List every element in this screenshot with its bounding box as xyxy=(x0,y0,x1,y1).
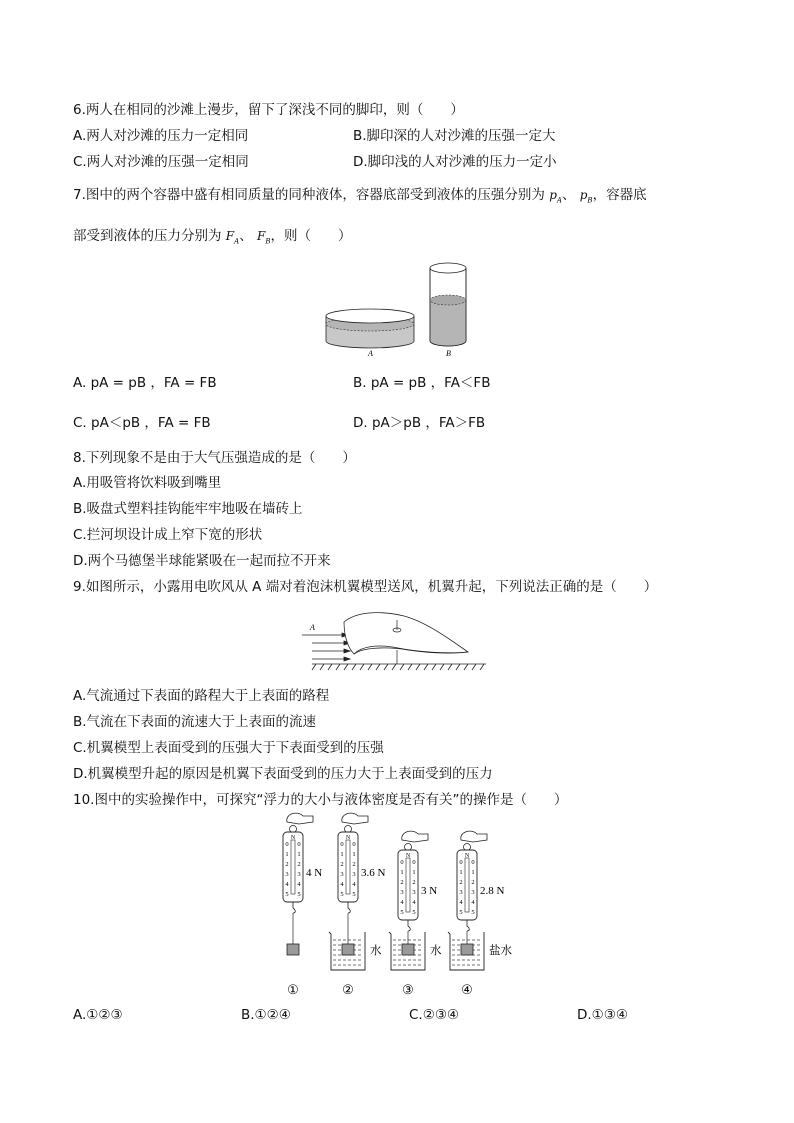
setup-number-label: ③ xyxy=(402,982,414,997)
q7-stem-end1: ，容器底 xyxy=(592,187,647,203)
hand-icon xyxy=(287,813,313,824)
q9-option-b[interactable]: B.气流在下表面的流速大于上表面的流速 xyxy=(73,714,317,730)
scale-reading: 3 N xyxy=(421,885,438,897)
ring-icon xyxy=(290,826,297,833)
ring-icon xyxy=(464,844,471,851)
q8-option-a[interactable]: A.用吸管将饮料吸到嘴里 xyxy=(73,475,222,491)
scale-tick-right: 1 xyxy=(471,869,475,876)
scale-reading: 2.8 N xyxy=(480,885,505,897)
scale-unit-label: N xyxy=(464,853,470,859)
q7-stem-text1: 7.图中的两个容器中盛有相同质量的同种液体，容器底部受到液体的压强分别为 xyxy=(73,187,545,203)
q9-option-a[interactable]: A.气流通过下表面的路程大于上表面的路程 xyxy=(73,688,330,704)
airflow-arrows xyxy=(302,633,350,661)
q7-sep2: 、 xyxy=(239,228,253,244)
q9-stem: 9.如图所示，小露用电吹风从 A 端对着泡沫机翼模型送风，机翼升起，下列说法正确的是（ ） xyxy=(73,579,658,595)
q7-option-d[interactable]: D. pA＞pB ，FA＞FB xyxy=(353,415,486,431)
ring-icon xyxy=(405,844,412,851)
q7-stem-end2: ，则（ ） xyxy=(270,228,352,244)
q6-option-b[interactable]: B.脚印深的人对沙滩的压强一定大 xyxy=(353,128,556,144)
q9-point-a-label: A xyxy=(310,623,315,632)
hook-icon xyxy=(348,902,350,913)
q10-option-d[interactable]: D.①③④ xyxy=(577,1007,628,1023)
scale-tick-left: 5 xyxy=(400,909,404,916)
scale-tick-left: 3 xyxy=(400,889,404,896)
scale-tick-right: 4 xyxy=(412,899,416,906)
scale-tick-right: 0 xyxy=(352,841,356,848)
q8-option-d[interactable]: D.两个马德堡半球能紧吸在一起而拉不开来 xyxy=(73,553,331,569)
scale-tick-right: 2 xyxy=(471,879,475,886)
scale-tick-right: 4 xyxy=(297,881,301,888)
scale-tick-left: 1 xyxy=(340,851,344,858)
scale-tick-right: 4 xyxy=(352,881,356,888)
scale-unit-label: N xyxy=(405,853,411,859)
scale-tick-right: 2 xyxy=(412,879,416,886)
q10-option-b[interactable]: B.①②④ xyxy=(241,1007,291,1023)
scale-unit-label: N xyxy=(345,835,351,841)
scale-tick-left: 2 xyxy=(285,861,289,868)
q10-spring-scale-figure xyxy=(266,814,528,1000)
scale-tick-right: 5 xyxy=(412,909,416,916)
hook-icon xyxy=(408,920,410,931)
scale-tick-left: 0 xyxy=(459,859,463,866)
hand-icon xyxy=(461,831,487,842)
scale-tick-left: 5 xyxy=(459,909,463,916)
scale-tick-right: 0 xyxy=(471,859,475,866)
hand-icon xyxy=(402,831,428,842)
scale-tick-left: 3 xyxy=(285,871,289,878)
liquid-label: 水 xyxy=(430,945,442,957)
scale-tick-right: 3 xyxy=(412,889,416,896)
q9-wing-figure xyxy=(298,608,490,674)
scale-tick-right: 1 xyxy=(297,851,301,858)
q8-option-b[interactable]: B.吸盘式塑料挂钩能牢牢地吸在墙砖上 xyxy=(73,501,303,517)
scale-tick-left: 0 xyxy=(340,841,344,848)
scale-tick-left: 4 xyxy=(340,881,344,888)
q7-sep1: 、 xyxy=(561,187,576,203)
scale-tick-right: 1 xyxy=(412,869,416,876)
scale-tick-left: 1 xyxy=(285,851,289,858)
scale-reading: 3.6 N xyxy=(361,867,386,879)
scale-slot xyxy=(406,858,410,912)
scale-tick-right: 3 xyxy=(297,871,301,878)
scale-tick-left: 2 xyxy=(459,879,463,886)
container-a-label: A xyxy=(368,349,373,358)
q7-fa-symbol: $F_A$ xyxy=(225,229,240,246)
scale-tick-left: 1 xyxy=(400,869,404,876)
scale-tick-left: 4 xyxy=(285,881,289,888)
q10-option-a[interactable]: A.①②③ xyxy=(73,1007,123,1023)
scale-tick-left: 4 xyxy=(459,899,463,906)
q9-option-d[interactable]: D.机翼模型升起的原因是机翼下表面受到的压力大于上表面受到的压力 xyxy=(73,766,493,782)
test-block xyxy=(461,944,473,955)
hook-icon xyxy=(293,902,295,913)
q10-option-c[interactable]: C.②③④ xyxy=(409,1007,460,1023)
liquid-label: 水 xyxy=(370,945,382,957)
spring-scale-setup xyxy=(389,831,442,997)
scale-tick-left: 4 xyxy=(400,899,404,906)
q7-stem-text2: 部受到液体的压力分别为 xyxy=(73,228,222,244)
scale-tick-left: 2 xyxy=(340,861,344,868)
setup-number-label: ① xyxy=(287,982,299,997)
container-b xyxy=(430,263,466,358)
q7-fb-symbol: $F_B$ xyxy=(256,229,271,246)
q6-stem: 6.两人在相同的沙滩上漫步，留下了深浅不同的脚印，则（ ） xyxy=(73,102,464,118)
ground xyxy=(312,664,486,670)
container-a xyxy=(326,309,414,358)
scale-tick-left: 5 xyxy=(285,891,289,898)
q7-stem-line2 xyxy=(73,227,351,250)
scale-tick-left: 0 xyxy=(400,859,404,866)
scale-tick-right: 2 xyxy=(297,861,301,868)
q7-pa-symbol: $p_A$ xyxy=(549,188,562,205)
scale-tick-right: 5 xyxy=(297,891,301,898)
scale-tick-right: 2 xyxy=(352,861,356,868)
test-block xyxy=(342,944,354,955)
scale-tick-right: 3 xyxy=(352,871,356,878)
scale-tick-left: 5 xyxy=(340,891,344,898)
q7-stem-line1 xyxy=(73,186,647,209)
q7-containers-figure xyxy=(320,258,480,360)
hook-icon xyxy=(467,920,469,931)
wing-model xyxy=(344,613,468,664)
q6-option-c[interactable]: C.两人对沙滩的压强一定相同 xyxy=(73,154,249,170)
scale-tick-right: 4 xyxy=(471,899,475,906)
scale-tick-left: 2 xyxy=(400,879,404,886)
scale-tick-left: 0 xyxy=(285,841,289,848)
spring-scale-setup xyxy=(283,813,322,997)
test-block xyxy=(402,944,414,955)
q6-option-d[interactable]: D.脚印浅的人对沙滩的压力一定小 xyxy=(353,154,557,170)
scale-tick-right: 5 xyxy=(471,909,475,916)
q6-option-a[interactable]: A.两人对沙滩的压力一定相同 xyxy=(73,128,249,144)
scale-tick-left: 3 xyxy=(340,871,344,878)
q7-option-b[interactable]: B. pA = pB ，FA＜FB xyxy=(353,375,491,391)
setup-number-label: ② xyxy=(342,982,354,997)
setup-number-label: ④ xyxy=(461,982,473,997)
q7-option-c[interactable]: C. pA＜pB ，FA = FB xyxy=(73,415,211,431)
scale-reading: 4 N xyxy=(306,867,323,879)
q7-pb-symbol: $p_B$ xyxy=(579,188,593,205)
q10-stem: 10.图中的实验操作中，可探究“浮力的大小与液体密度是否有关”的操作是（ ） xyxy=(73,792,568,808)
hand-icon xyxy=(342,813,368,824)
scale-tick-right: 1 xyxy=(352,851,356,858)
scale-tick-right: 5 xyxy=(352,891,356,898)
scale-tick-left: 1 xyxy=(459,869,463,876)
ring-icon xyxy=(345,826,352,833)
spring-scale-setup xyxy=(329,813,386,997)
liquid-label: 盐水 xyxy=(489,945,512,957)
test-block xyxy=(287,944,299,955)
scale-tick-left: 3 xyxy=(459,889,463,896)
scale-unit-label: N xyxy=(290,835,296,841)
container-b-label: B xyxy=(446,349,451,358)
scale-slot xyxy=(465,858,469,912)
q8-stem: 8.下列现象不是由于大气压强造成的是（ ） xyxy=(73,450,356,466)
q7-option-a[interactable]: A. pA = pB ，FA = FB xyxy=(73,375,217,391)
scale-tick-right: 0 xyxy=(297,841,301,848)
scale-tick-right: 0 xyxy=(412,859,416,866)
spring-scale-setup xyxy=(448,831,512,997)
scale-slot xyxy=(346,840,350,894)
scale-tick-right: 3 xyxy=(471,889,475,896)
scale-slot xyxy=(291,840,295,894)
q9-option-c[interactable]: C.机翼模型上表面受到的压强大于下表面受到的压强 xyxy=(73,740,384,756)
q8-option-c[interactable]: C.拦河坝设计成上窄下宽的形状 xyxy=(73,527,263,543)
